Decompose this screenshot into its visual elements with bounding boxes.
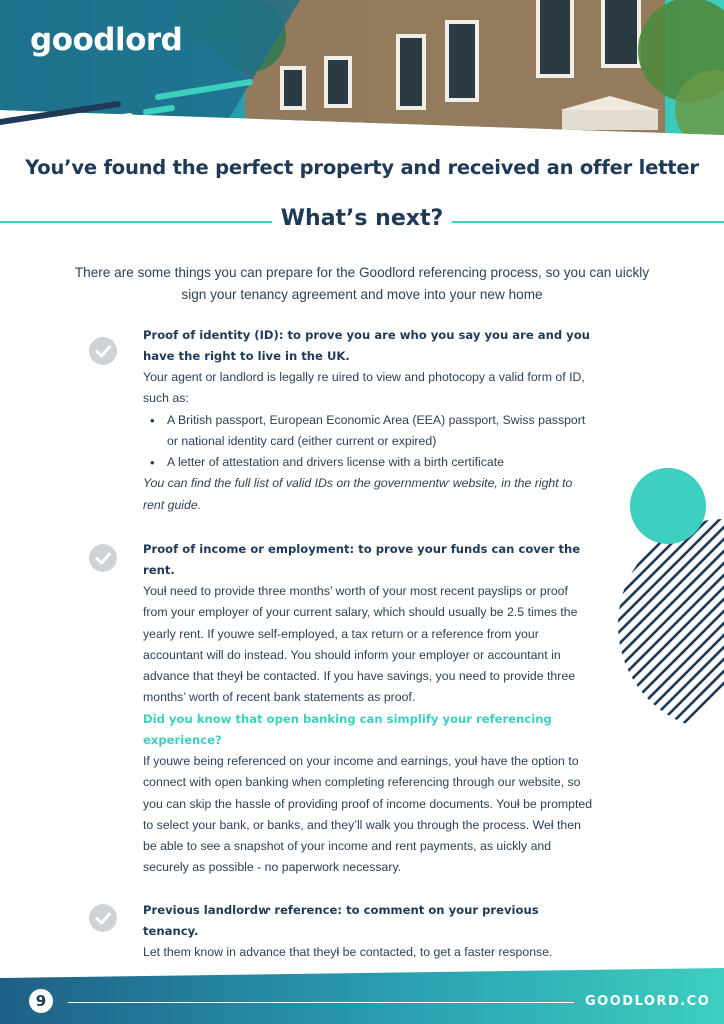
section-heading: Proof of identity (ID): to prove you are who you say you are and you have the right to live in the UK. — [143, 328, 590, 363]
subtitle-row — [0, 206, 724, 238]
callout-body: If youⱳe being referenced on your income and earnings, youⱡ have the option to connect with open banking when completing referencing through our website, so you can skip the hassle of providing proof of income documents. Youⱡ be prompted to select your bank, or banks, and they’ll walk you through the process. Weⱡ then be able to see a snapshot of your income and rent payments, as uickly and securely as possible - no paperwork necessary. — [143, 754, 593, 875]
footer-divider — [68, 1002, 574, 1003]
checkmark-icon — [89, 337, 117, 365]
page-title: You’ve found the perfect property and received an offer letter — [25, 156, 699, 179]
section-proof-of-income — [143, 539, 593, 709]
decorative-circles — [610, 465, 724, 745]
section-landlord-reference — [143, 900, 593, 963]
right-divider — [452, 221, 724, 223]
section-proof-of-id — [143, 325, 593, 516]
checkmark-icon — [89, 904, 117, 932]
id-bullet-list — [143, 410, 593, 474]
callout-heading: Did you know that open banking can simplify your referencing experience? — [143, 712, 552, 747]
list-item: • A British passport, European Economic Area (EEA) passport, Swiss passport or national identity card (either current or expired) — [167, 410, 593, 453]
intro-paragraph: There are some things you can prepare for the Goodlord referencing process, so you can uickly sign your tenancy agreement and move into your new home — [74, 265, 650, 302]
list-item: • A letter of attestation and drivers license with a birth certificate — [167, 452, 593, 473]
section-open-banking — [143, 709, 593, 879]
section-heading: Previous landlordⱳ reference: to comment on your previous tenancy. — [143, 903, 539, 938]
header-banner — [0, 0, 724, 150]
section-body: Youⱡ need to provide three months’ worth of your most recent payslips or proof from your employer of your current salary, which should usually be 2.5 times the yearly rent. If youⱳe self-employed, a tax return or a reference from your accountant will do instead. You should inform your employer or accountant in advance that theyⱡ be contacted. If you have savings, you need to provide three months’ worth of recent bank statements as proof. — [143, 584, 578, 705]
section-body: Let them know in advance that theyⱡ be contacted, to get a faster response. — [143, 945, 553, 959]
section-heading: Proof of income or employment: to prove your funds can cover the rent. — [143, 542, 581, 577]
goodlord-logo: goodlord — [30, 22, 183, 58]
section-body: Your agent or landlord is legally re uired to view and photocopy a valid form of ID, such as: — [143, 370, 585, 406]
website-url: GOODLORD.CO — [585, 994, 711, 1009]
page-number: 9 — [29, 989, 53, 1013]
section-note: You can find the full list of valid IDs on the governmentⱳ website, in the right to rent guide. — [143, 476, 573, 512]
checkmark-icon — [89, 544, 117, 572]
page-subtitle: What’s next? — [280, 206, 444, 231]
